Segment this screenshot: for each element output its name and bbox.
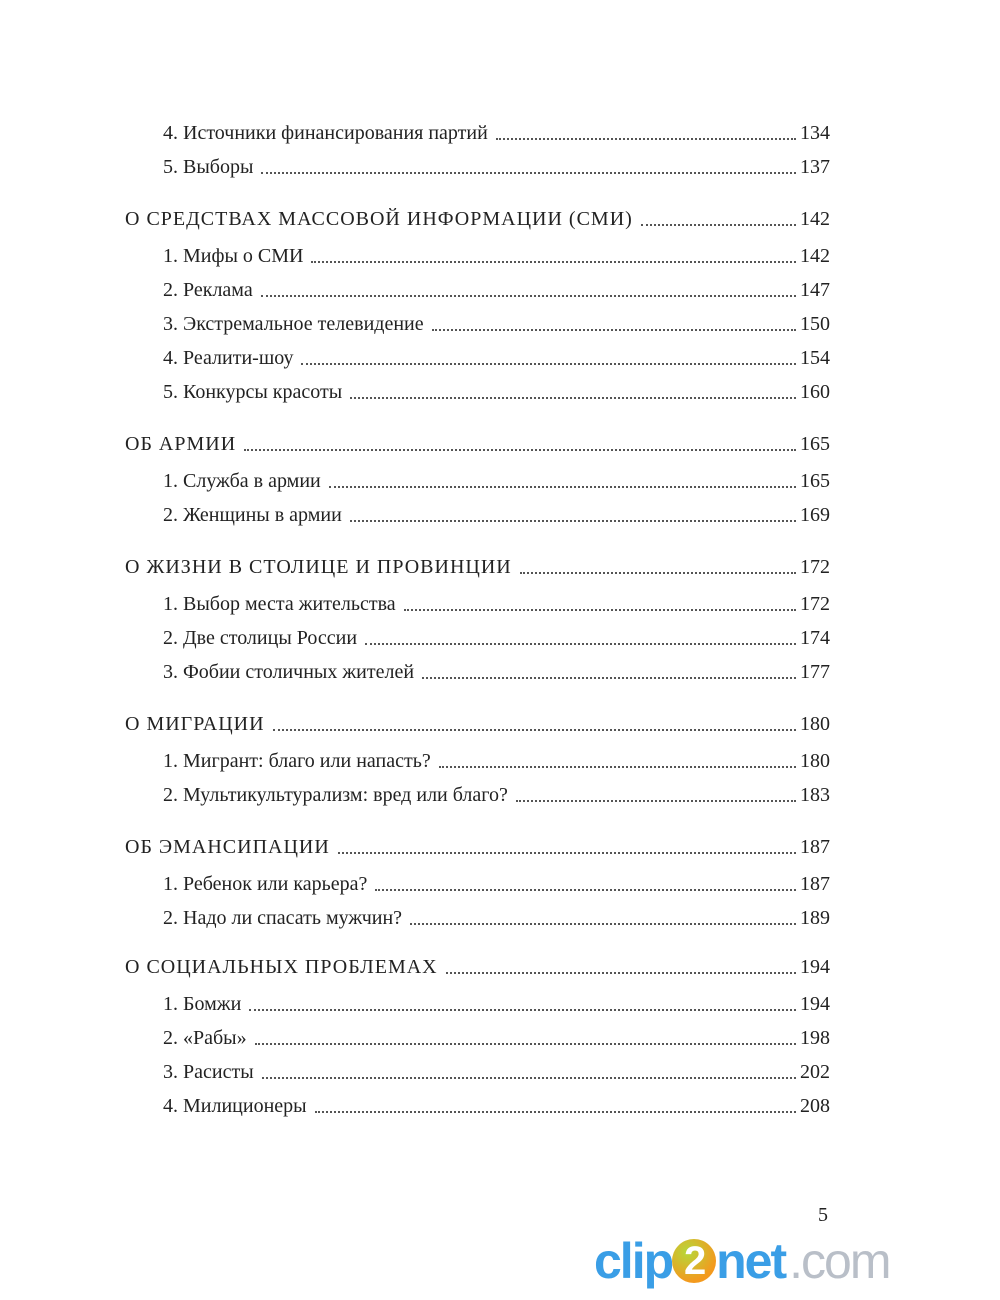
- dot-leader: [641, 224, 796, 226]
- toc-entry: [0, 1091, 830, 1121]
- toc-entry-title: 1. Выбор места жительства: [163, 592, 396, 615]
- toc-entry: [0, 1057, 830, 1087]
- toc-section: [0, 952, 830, 982]
- toc-entry-title: 2. «Рабы»: [163, 1026, 247, 1049]
- dot-leader: [261, 295, 796, 297]
- dot-leader: [311, 261, 796, 263]
- dot-leader: [350, 397, 796, 399]
- dot-leader: [329, 486, 796, 488]
- toc-entry-title: 1. Ребенок или карьера?: [163, 872, 368, 895]
- toc-section: [0, 204, 830, 234]
- toc-entry-page: 154: [800, 346, 830, 369]
- toc-entry-title: 2. Женщины в армии: [163, 503, 342, 526]
- toc-entry-title: О СОЦИАЛЬНЫХ ПРОБЛЕМАХ: [125, 955, 438, 978]
- toc-entry-page: 147: [800, 278, 830, 301]
- toc-entry-page: 194: [800, 955, 830, 978]
- toc-entry-page: 142: [800, 207, 830, 230]
- toc-entry-page: 187: [800, 872, 830, 895]
- toc-entry: [0, 589, 830, 619]
- toc-entry: [0, 989, 830, 1019]
- dot-leader: [350, 520, 796, 522]
- toc-entry-page: 183: [800, 783, 830, 806]
- toc-entry: [0, 657, 830, 687]
- toc-entry-title: 1. Служба в армии: [163, 469, 321, 492]
- toc-entry: [0, 746, 830, 776]
- dot-leader: [244, 449, 796, 451]
- toc-entry-title: 2. Две столицы России: [163, 626, 358, 649]
- dot-leader: [273, 729, 796, 731]
- toc-entry-page: 169: [800, 503, 830, 526]
- dot-leader: [439, 766, 796, 768]
- dot-leader: [422, 677, 796, 679]
- toc-entry-page: 187: [800, 835, 830, 858]
- toc-entry-page: 172: [800, 555, 830, 578]
- toc-entry-title: 1. Мифы о СМИ: [163, 244, 304, 267]
- toc-entry-page: 137: [800, 155, 830, 178]
- toc-entry-page: 189: [800, 906, 830, 929]
- toc-entry: [0, 780, 830, 810]
- dot-leader: [516, 800, 796, 802]
- clip2net-watermark-logo: [594, 1232, 890, 1290]
- toc-entry-title: 5. Выборы: [163, 155, 254, 178]
- dot-leader: [432, 329, 796, 331]
- watermark-text-com: .com: [789, 1233, 890, 1289]
- toc-entry-title: 5. Конкурсы красоты: [163, 380, 343, 403]
- dot-leader: [520, 572, 796, 574]
- toc-entry: [0, 275, 830, 305]
- dot-leader: [446, 972, 796, 974]
- toc-entry-title: 2. Надо ли спасать мужчин?: [163, 906, 403, 929]
- toc-entry: [0, 377, 830, 407]
- dot-leader: [315, 1111, 796, 1113]
- toc-entry-title: 1. Бомжи: [163, 992, 242, 1015]
- dot-leader: [261, 172, 796, 174]
- dot-leader: [404, 609, 796, 611]
- dot-leader: [301, 363, 796, 365]
- watermark-text-net: net: [716, 1233, 786, 1289]
- toc-entry-page: 194: [800, 992, 830, 1015]
- toc-entry-title: ОБ ЭМАНСИПАЦИИ: [125, 835, 330, 858]
- toc-entry-title: 3. Экстремальное телевидение: [163, 312, 424, 335]
- dot-leader: [338, 852, 796, 854]
- toc-entry-title: О МИГРАЦИИ: [125, 712, 265, 735]
- watermark-text-clip: clip: [594, 1233, 673, 1289]
- toc-entry: [0, 623, 830, 653]
- dot-leader: [375, 889, 796, 891]
- toc-entry-page: 198: [800, 1026, 830, 1049]
- toc-entry-title: 2. Мультикультурализм: вред или благо?: [163, 783, 508, 806]
- toc-entry-title: 4. Милиционеры: [163, 1094, 307, 1117]
- toc-entry-page: 180: [800, 712, 830, 735]
- watermark-badge-2: 2: [672, 1239, 716, 1283]
- toc-section: [0, 709, 830, 739]
- toc-entry: [0, 241, 830, 271]
- dot-leader: [249, 1009, 796, 1011]
- toc-entry: [0, 466, 830, 496]
- toc-entry-page: 208: [800, 1094, 830, 1117]
- toc-entry-title: 3. Расисты: [163, 1060, 254, 1083]
- toc-entry-page: 177: [800, 660, 830, 683]
- toc-entry-page: 150: [800, 312, 830, 335]
- dot-leader: [410, 923, 796, 925]
- toc-entry-page: 160: [800, 380, 830, 403]
- toc-entry: [0, 1023, 830, 1053]
- toc-entry-page: 180: [800, 749, 830, 772]
- toc-entry-title: 4. Реалити-шоу: [163, 346, 294, 369]
- toc-entry-title: 4. Источники финансирования партий: [163, 121, 488, 144]
- dot-leader: [255, 1043, 796, 1045]
- toc-entry-page: 165: [800, 469, 830, 492]
- toc-entry-title: О ЖИЗНИ В СТОЛИЦЕ И ПРОВИНЦИИ: [125, 555, 512, 578]
- toc-entry-title: 3. Фобии столичных жителей: [163, 660, 415, 683]
- toc-entry: [0, 869, 830, 899]
- toc-entry-title: ОБ АРМИИ: [125, 432, 237, 455]
- toc-entry: [0, 500, 830, 530]
- dot-leader: [365, 643, 796, 645]
- toc-entry-page: 174: [800, 626, 830, 649]
- toc-entry: [0, 118, 830, 148]
- toc-entry-title: О СРЕДСТВАХ МАССОВОЙ ИНФОРМАЦИИ (СМИ): [125, 207, 633, 230]
- toc-section: [0, 552, 830, 582]
- toc-entry-page: 165: [800, 432, 830, 455]
- toc-entry-title: 1. Мигрант: благо или напасть?: [163, 749, 431, 772]
- toc-entry: [0, 903, 830, 933]
- dot-leader: [496, 138, 796, 140]
- toc-entry-page: 172: [800, 592, 830, 615]
- toc-entry-page: 134: [800, 121, 830, 144]
- toc-entry-title: 2. Реклама: [163, 278, 253, 301]
- toc-section: [0, 429, 830, 459]
- toc-entry: [0, 309, 830, 339]
- toc-entry-page: 202: [800, 1060, 830, 1083]
- toc-section: [0, 832, 830, 862]
- toc-entry: [0, 343, 830, 373]
- page-number: 5: [818, 1204, 828, 1226]
- toc-entry: [0, 152, 830, 182]
- toc-entry-page: 142: [800, 244, 830, 267]
- dot-leader: [262, 1077, 796, 1079]
